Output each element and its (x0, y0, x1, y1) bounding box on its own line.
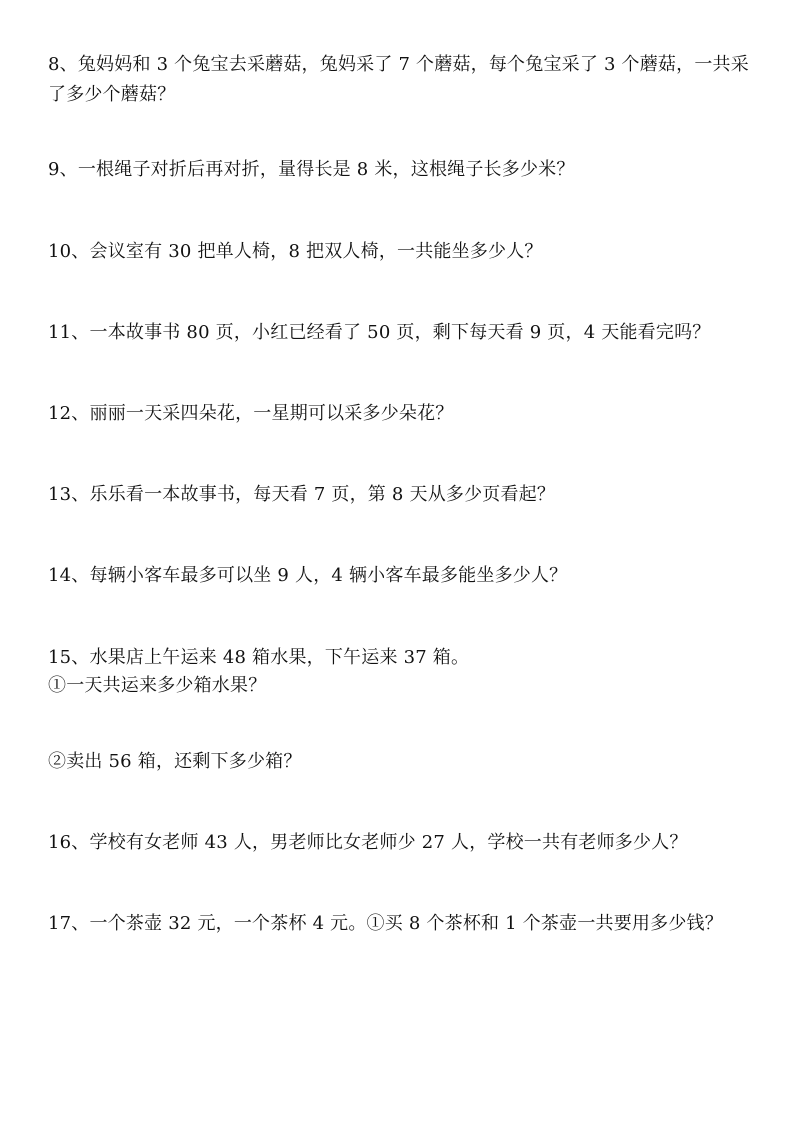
question-15-part-1: ①一天共运来多少箱水果？ (48, 675, 267, 696)
question-16: 16、学校有女老师 43 人，男老师比女老师少 27 人，学校一共有老师多少人？ (48, 832, 688, 853)
question-12: 12、丽丽一天采四朵花，一星期可以采多少朵花？ (48, 403, 454, 424)
question-17: 17、一个茶壶 32 元，一个茶杯 4 元。①买 8 个茶杯和 1 个茶壶一共要用多少钱？ (48, 913, 723, 934)
question-13: 13、乐乐看一本故事书，每天看 7 页，第 8 天从多少页看起？ (48, 484, 556, 505)
question-14: 14、每辆小客车最多可以坐 9 人，4 辆小客车最多能坐多少人？ (48, 565, 568, 586)
question-9: 9、一根绳子对折后再对折，量得长是 8 米，这根绳子长多少米？ (48, 159, 575, 180)
question-15-part-2: ②卖出 56 箱，还剩下多少箱？ (48, 751, 302, 772)
question-10: 10、会议室有 30 把单人椅，8 把双人椅，一共能坐多少人？ (48, 241, 543, 262)
question-15: 15、水果店上午运来 48 箱水果，下午运来 37 箱。 (48, 647, 470, 668)
question-8-line-1: 8、兔妈妈和 3 个兔宝去采蘑菇，兔妈采了 7 个蘑菇，每个兔宝采了 3 个蘑菇，一共采 (48, 54, 749, 75)
question-8-line-2: 了多少个蘑菇？ (48, 84, 176, 105)
question-11: 11、一本故事书 80 页，小红已经看了 50 页，剩下每天看 9 页，4 天能看完吗？ (48, 322, 711, 343)
